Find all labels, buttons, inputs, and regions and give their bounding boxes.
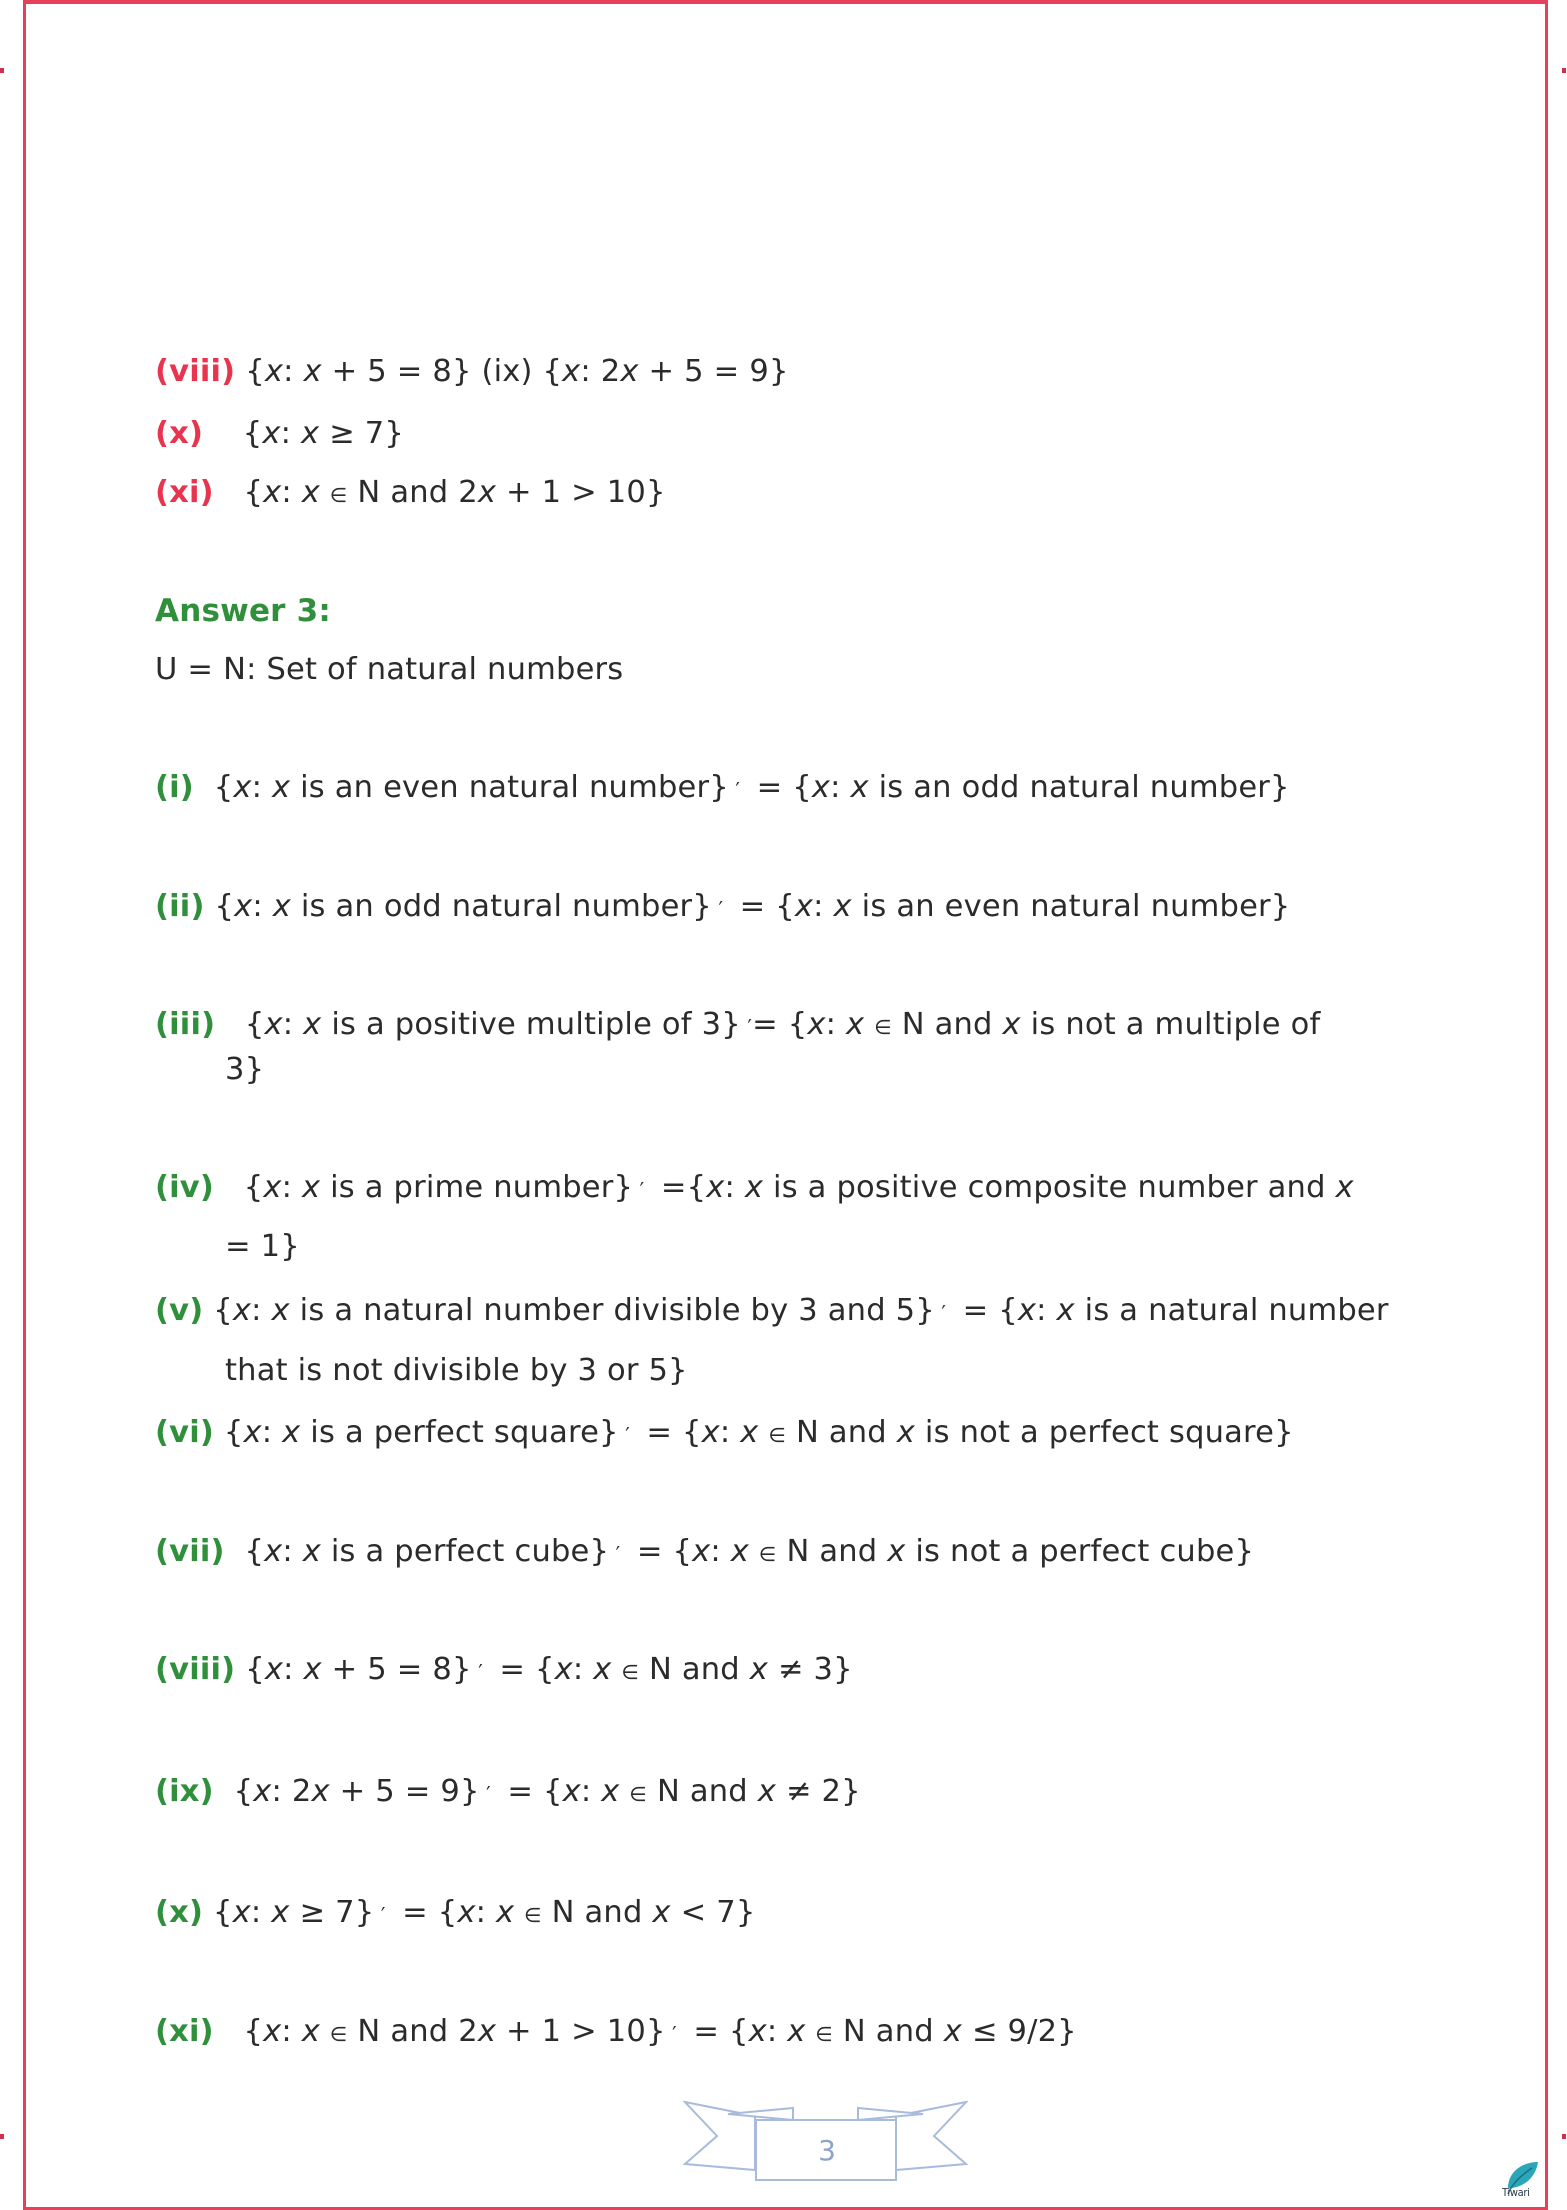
variable-x: x <box>787 2014 806 2049</box>
variable-x: x <box>243 1415 262 1450</box>
expression-text: is an even natural number} <box>290 770 729 805</box>
expression-text: ≠ 3} <box>768 1652 853 1687</box>
expression-text <box>749 1534 759 1569</box>
expression-text: ′ <box>618 1423 637 1447</box>
answer-item-continuation: that is not divisible by 3 or 5} <box>225 1353 688 1388</box>
page-border <box>23 0 1548 2210</box>
expression-text: ′ <box>374 1903 393 1927</box>
variable-x: x <box>701 1415 720 1450</box>
expression-text: = { <box>489 1652 555 1687</box>
expression-text: = { <box>636 1415 702 1450</box>
expression-text: : <box>724 1170 745 1205</box>
expression-text: ′ <box>711 897 730 921</box>
variable-x: x <box>271 1293 290 1328</box>
expression-text: ∈ <box>629 1782 648 1806</box>
item-label: (iv) <box>155 1170 215 1205</box>
expression-text <box>612 1652 622 1687</box>
expression-text: + 5 = 9} <box>329 1774 480 1809</box>
variable-x: x <box>896 1415 916 1450</box>
expression-text: : <box>251 770 272 805</box>
expression-text: ′ <box>471 1660 490 1684</box>
expression-text: { <box>203 416 263 451</box>
expression-text <box>620 1774 630 1809</box>
crop-mark <box>1562 68 1566 73</box>
expression-text: : <box>281 475 302 510</box>
variable-x: x <box>748 2014 767 2049</box>
expression-text: N and <box>833 2014 944 2049</box>
expression-text: : <box>252 889 273 924</box>
expression-text: ′ <box>728 778 747 802</box>
variable-x: x <box>730 1534 750 1569</box>
expression-text: = { <box>746 770 812 805</box>
expression-text: ′ <box>740 1015 753 1039</box>
expression-text: is not a multiple of <box>1020 1007 1321 1042</box>
expression-text: + 5 = 9} <box>638 354 789 389</box>
expression-text: ∈ <box>329 2022 348 2046</box>
variable-x: x <box>301 1170 321 1205</box>
variable-x: x <box>706 1170 725 1205</box>
expression-text: ∈ <box>758 1542 777 1566</box>
variable-x: x <box>1017 1293 1037 1328</box>
expression-text: : <box>1036 1293 1057 1328</box>
expression-text: = { <box>952 1293 1018 1328</box>
page-number: 3 <box>818 2134 836 2167</box>
expression-text: + 1 > 10} <box>496 475 666 510</box>
variable-x: x <box>846 1007 865 1042</box>
expression-text: ≤ 9/2} <box>961 2014 1077 2049</box>
expression-text: ′ <box>609 1542 627 1566</box>
variable-x: x <box>264 354 284 389</box>
expression-text: ′ <box>633 1178 651 1202</box>
question-part <box>155 473 666 515</box>
expression-text: : 2 <box>271 1774 312 1809</box>
expression-text: is an even natural number} <box>851 889 1291 924</box>
expression-text: : <box>825 1007 847 1042</box>
expression-text: is a prime number} <box>320 1170 634 1205</box>
answer-item <box>155 1168 1354 1210</box>
variable-x: x <box>794 889 814 924</box>
variable-x: x <box>311 1774 330 1809</box>
expression-text: { <box>215 1007 265 1042</box>
variable-x: x <box>264 1007 283 1042</box>
answer-item-continuation: = 1} <box>225 1229 300 1264</box>
variable-x: x <box>807 1007 826 1042</box>
expression-text: : <box>282 1534 303 1569</box>
variable-x: x <box>282 1415 301 1450</box>
variable-x: x <box>692 1534 711 1569</box>
expression-text: : <box>282 1007 304 1042</box>
expression-text: ≥ 7} <box>319 416 404 451</box>
expression-text: is a positive multiple of 3} <box>321 1007 741 1042</box>
expression-text: : <box>251 1293 272 1328</box>
variable-x: x <box>1002 1007 1021 1042</box>
expression-text: N and <box>639 1652 750 1687</box>
answer-item <box>155 1291 1389 1333</box>
variable-x: x <box>264 1534 283 1569</box>
answer-item <box>155 768 1290 810</box>
expression-text: is an odd natural number} <box>290 889 712 924</box>
crop-mark <box>0 2134 4 2139</box>
variable-x: x <box>300 416 320 451</box>
answer-item <box>155 1650 853 1692</box>
expression-text: { <box>213 475 264 510</box>
expression-text: ={ <box>650 1170 707 1205</box>
answer-item <box>155 1532 1254 1574</box>
item-label: (vii) <box>155 1534 225 1569</box>
publisher-logo-text: Tiwari <box>1502 2186 1530 2199</box>
item-label: (xi) <box>155 2014 214 2049</box>
variable-x: x <box>477 2014 497 2049</box>
variable-x: x <box>744 1170 764 1205</box>
answer-item <box>155 1005 1320 1047</box>
variable-x: x <box>263 1170 282 1205</box>
expression-text: = { <box>497 1774 563 1809</box>
item-label: (ii) <box>155 889 205 924</box>
item-label: (x) <box>155 1895 204 1930</box>
expression-text <box>759 1415 769 1450</box>
variable-x: x <box>749 1652 768 1687</box>
universal-set-statement: U = N: Set of natural numbers <box>155 652 624 687</box>
expression-text: ≥ 7} <box>289 1895 375 1930</box>
answer-item <box>155 887 1290 929</box>
expression-text: ′ <box>479 1782 498 1806</box>
expression-text: : <box>283 1652 304 1687</box>
expression-text: ′ <box>934 1301 953 1325</box>
item-label: (iii) <box>155 1007 216 1042</box>
item-label: (v) <box>155 1293 204 1328</box>
expression-text: { <box>213 2014 264 2049</box>
variable-x: x <box>271 770 291 805</box>
variable-x: x <box>850 770 869 805</box>
variable-x: x <box>272 889 291 924</box>
expression-text: is not a perfect cube} <box>905 1534 1255 1569</box>
item-label: (viii) <box>155 354 236 389</box>
expression-text: { <box>235 1652 265 1687</box>
expression-text <box>805 2014 815 2049</box>
expression-text: ′ <box>665 2022 684 2046</box>
answer-item <box>155 1893 755 1935</box>
variable-x: x <box>811 770 831 805</box>
expression-text: : <box>766 2014 788 2049</box>
answer-heading: Answer 3: <box>155 593 332 629</box>
expression-text: : <box>719 1415 741 1450</box>
variable-x: x <box>302 1534 321 1569</box>
expression-text: N and <box>776 1534 888 1569</box>
expression-text: is not a perfect square} <box>915 1415 1294 1450</box>
variable-x: x <box>593 1652 612 1687</box>
expression-text: ∈ <box>874 1015 892 1039</box>
expression-text: is a perfect square} <box>300 1415 619 1450</box>
item-label: (x) <box>155 416 204 451</box>
variable-x: x <box>562 1774 581 1809</box>
expression-text: { <box>214 1415 244 1450</box>
variable-x: x <box>264 1652 284 1687</box>
variable-x: x <box>303 1652 322 1687</box>
variable-x: x <box>495 1895 515 1930</box>
crop-mark <box>0 68 4 73</box>
expression-text: = { <box>729 889 795 924</box>
variable-x: x <box>554 1652 573 1687</box>
expression-text: : <box>250 1895 272 1930</box>
variable-x: x <box>620 354 639 389</box>
expression-text <box>514 1895 524 1930</box>
variable-x: x <box>740 1415 759 1450</box>
expression-text: : <box>283 354 304 389</box>
variable-x: x <box>253 1774 272 1809</box>
variable-x: x <box>943 2014 962 2049</box>
expression-text: { <box>235 354 265 389</box>
expression-text: + 1 > 10} <box>496 2014 666 2049</box>
expression-text: N and <box>891 1007 1003 1042</box>
expression-text: is an odd natural number} <box>868 770 1290 805</box>
variable-x: x <box>262 416 281 451</box>
variable-x: x <box>477 475 497 510</box>
expression-text: is a natural number <box>1074 1293 1389 1328</box>
expression-text: ∈ <box>768 1423 787 1447</box>
expression-text: + 5 = 8} <box>321 1652 472 1687</box>
variable-x: x <box>457 1895 476 1930</box>
expression-text: : <box>580 1774 602 1809</box>
variable-x: x <box>263 2014 282 2049</box>
variable-x: x <box>1335 1170 1354 1205</box>
variable-x: x <box>562 354 581 389</box>
expression-text: : <box>280 416 301 451</box>
variable-x: x <box>232 1293 252 1328</box>
expression-text: { <box>203 1895 233 1930</box>
variable-x: x <box>232 1895 251 1930</box>
expression-text: : <box>281 2014 302 2049</box>
variable-x: x <box>652 1895 671 1930</box>
expression-text: : <box>710 1534 731 1569</box>
item-label: (xi) <box>155 475 214 510</box>
variable-x: x <box>303 354 322 389</box>
item-label: (viii) <box>155 1652 236 1687</box>
variable-x: x <box>301 475 320 510</box>
expression-text: : <box>572 1652 594 1687</box>
expression-text: { <box>204 889 235 924</box>
expression-text: N and <box>541 1895 653 1930</box>
variable-x: x <box>234 889 253 924</box>
expression-text: is a natural number divisible by 3 and 5} <box>289 1293 935 1328</box>
expression-text: { <box>203 1293 233 1328</box>
expression-text: { <box>224 1534 265 1569</box>
expression-text: = { <box>626 1534 693 1569</box>
expression-text: = { <box>683 2014 749 2049</box>
expression-text: : <box>830 770 851 805</box>
variable-x: x <box>301 2014 320 2049</box>
expression-text: : 2 <box>580 354 621 389</box>
expression-text: ∈ <box>815 2022 833 2046</box>
expression-text: is a perfect cube} <box>320 1534 610 1569</box>
expression-text: { <box>213 1774 254 1809</box>
expression-text: is a positive composite number and <box>763 1170 1336 1205</box>
expression-text: : <box>261 1415 283 1450</box>
expression-text: N and 2 <box>347 475 478 510</box>
answer-item <box>155 2012 1077 2054</box>
variable-x: x <box>757 1774 776 1809</box>
variable-x: x <box>1056 1293 1075 1328</box>
variable-x: x <box>233 770 252 805</box>
expression-text: N and <box>647 1774 758 1809</box>
expression-text: ≠ 2} <box>775 1774 861 1809</box>
expression-text: < 7} <box>670 1895 756 1930</box>
question-part <box>155 414 404 454</box>
expression-text: ∈ <box>621 1660 640 1684</box>
variable-x: x <box>263 475 282 510</box>
variable-x: x <box>887 1534 906 1569</box>
expression-text: + 5 = 8} (ix) { <box>321 354 563 389</box>
expression-text: : <box>475 1895 496 1930</box>
expression-text: = { <box>392 1895 458 1930</box>
expression-text: ∈ <box>329 483 348 507</box>
expression-text: { <box>214 1170 264 1205</box>
item-label: (ix) <box>155 1774 214 1809</box>
answer-item-continuation: 3} <box>225 1052 265 1087</box>
expression-text <box>864 1007 874 1042</box>
question-part <box>155 352 789 392</box>
variable-x: x <box>833 889 852 924</box>
item-label: (i) <box>155 770 194 805</box>
answer-item <box>155 1413 1294 1455</box>
answer-item <box>155 1772 861 1814</box>
expression-text: = { <box>752 1007 808 1042</box>
variable-x: x <box>271 1895 290 1930</box>
expression-text: : <box>813 889 834 924</box>
crop-mark <box>1562 2134 1566 2139</box>
expression-text: : <box>281 1170 302 1205</box>
variable-x: x <box>303 1007 322 1042</box>
expression-text: N and 2 <box>347 2014 478 2049</box>
expression-text: { <box>193 770 234 805</box>
expression-text: ∈ <box>524 1903 542 1927</box>
expression-text: N and <box>786 1415 897 1450</box>
variable-x: x <box>601 1774 620 1809</box>
expression-text <box>320 475 330 510</box>
expression-text <box>320 2014 330 2049</box>
item-label: (vi) <box>155 1415 215 1450</box>
